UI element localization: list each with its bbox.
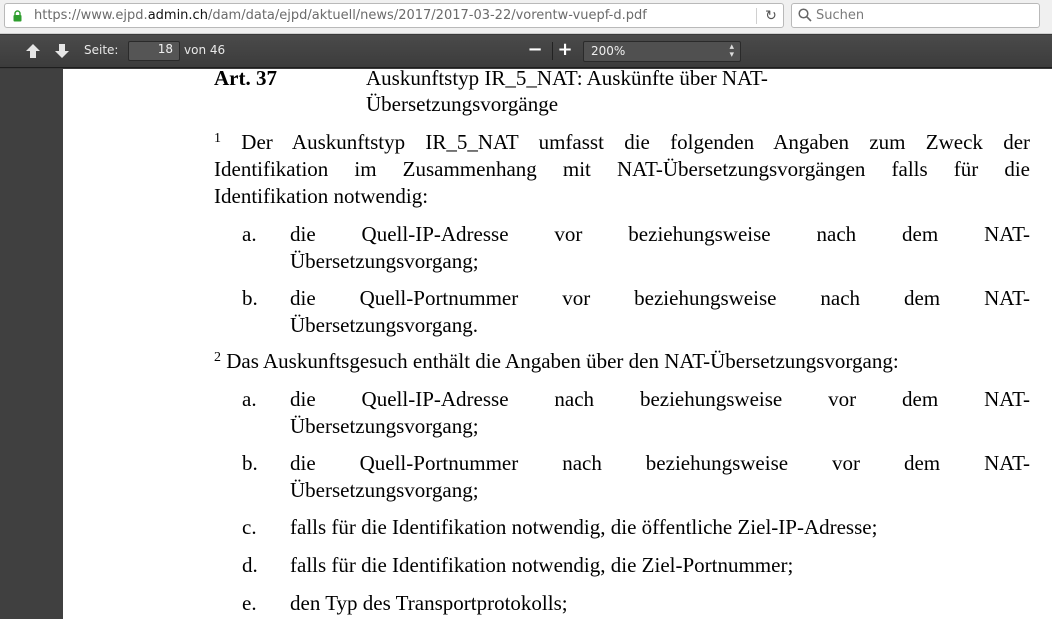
browser-navbar — [0, 0, 1052, 34]
list-item-line-1: die Quell-Portnummer vor beziehungsweise nach dem NAT- — [290, 286, 1030, 310]
list-item-line-1: die Quell-IP-Adresse vor beziehungsweise nach dem NAT- — [290, 222, 1030, 246]
list-item-line-2: Übersetzungsvorgang; — [290, 478, 479, 502]
article-number: Art. 37 — [214, 69, 277, 90]
previous-page-icon[interactable] — [22, 41, 44, 61]
list-item-label: b. — [242, 451, 258, 475]
list-item-label: a. — [242, 387, 257, 411]
url-text[interactable]: https://www.ejpd.admin.ch/dam/data/ejpd/aktuell/news/2017/2017-03-22/vorentw-vuepf-d.pdf — [34, 8, 647, 23]
list-item-line-1: die Quell-IP-Adresse nach beziehungsweise vor dem NAT- — [290, 387, 1030, 411]
list-item-label: a. — [242, 222, 257, 246]
page-number-input[interactable]: 18 — [128, 41, 180, 61]
list-item-label: b. — [242, 286, 258, 310]
article-title-line-1: Auskunftstyp IR_5_NAT: Auskünfte über NAT- — [366, 69, 768, 90]
pdf-toolbar — [0, 35, 1052, 68]
paragraph-1-line-2: Identifikation im Zusammenhang mit NAT-Übersetzungsvorgängen falls für die — [214, 157, 1030, 181]
zoom-out-button[interactable]: − — [527, 39, 543, 60]
list-item-line-2: Übersetzungsvorgang. — [290, 313, 478, 337]
search-input[interactable] — [816, 4, 1036, 27]
list-item-line-1: falls für die Identifikation notwendig, die Ziel-Portnummer; — [290, 553, 794, 577]
zoom-value: 200% — [591, 44, 626, 58]
divider — [756, 8, 757, 24]
url-bar[interactable] — [4, 3, 784, 28]
list-item-line-1: den Typ des Transportprotokolls; — [290, 591, 568, 615]
divider — [552, 42, 553, 60]
paragraph-1-line-3: Identifikation notwendig: — [214, 184, 429, 208]
lock-icon — [13, 10, 22, 22]
list-item-label: d. — [242, 553, 258, 577]
zoom-select[interactable] — [583, 41, 741, 62]
article-title-line-2: Übersetzungsvorgänge — [366, 92, 559, 116]
list-item-line-1: die Quell-Portnummer nach beziehungsweise vor dem NAT- — [290, 451, 1030, 475]
zoom-in-button[interactable]: + — [557, 39, 573, 60]
search-box[interactable] — [791, 3, 1040, 28]
paragraph-2: $^2$ Das Auskunftsgesuch enthält die Angaben über den NAT-Übersetzungsvorgang: — [214, 349, 899, 373]
pdf-page[interactable] — [63, 69, 1052, 619]
paragraph-number: 2 — [214, 350, 221, 365]
updown-arrow-icon: ▴ ▾ — [729, 42, 734, 60]
list-item-label: e. — [242, 591, 257, 615]
search-icon — [798, 8, 812, 22]
reload-icon[interactable]: ↻ — [765, 8, 777, 24]
page-label: Seite: — [84, 43, 119, 57]
next-page-icon[interactable] — [51, 41, 73, 61]
list-item-line-2: Übersetzungsvorgang; — [290, 249, 479, 273]
paragraph-number: 1 — [214, 131, 221, 146]
sidebar-strip — [0, 69, 63, 619]
list-item-label: c. — [242, 515, 257, 539]
paragraph-1-line-1: $^1$ Der Auskunftstyp IR_5_NAT umfasst die folgenden Angaben zum Zweck der — [214, 130, 1031, 154]
list-item-line-2: Übersetzungsvorgang; — [290, 414, 479, 438]
list-item-line-1: falls für die Identifikation notwendig, die öffentliche Ziel-IP-Adresse; — [290, 515, 878, 539]
page-total: von 46 — [184, 43, 226, 57]
url-domain: admin.ch — [147, 8, 208, 23]
